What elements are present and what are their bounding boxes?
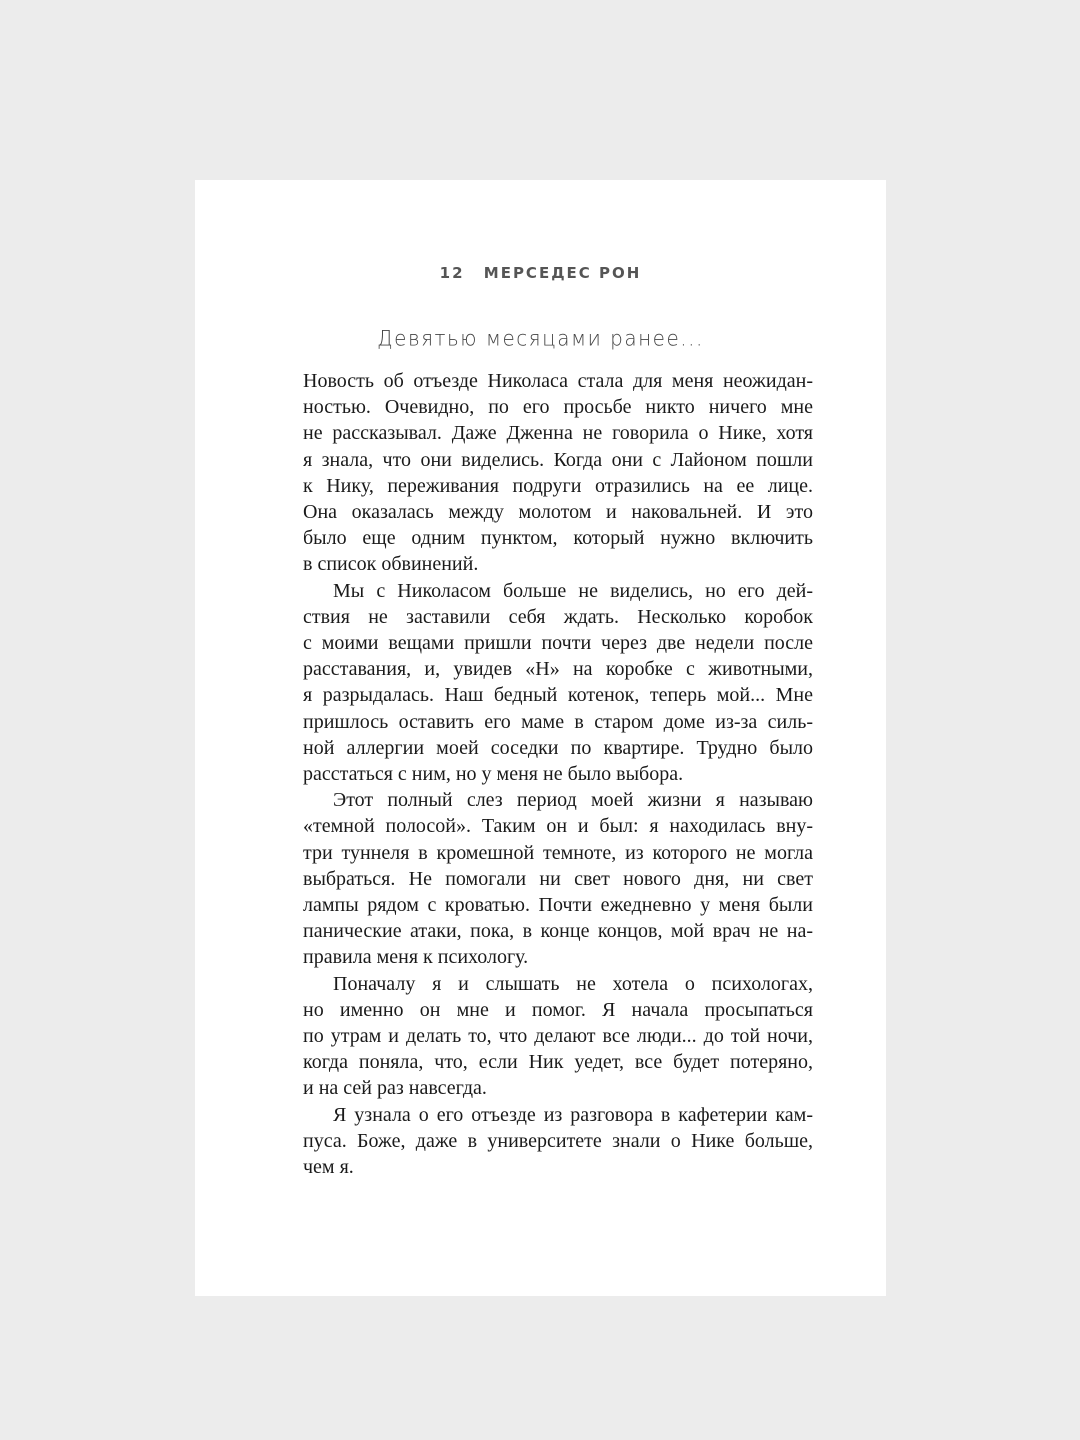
text-line: «темной полосой». Таким он и был: я находилась вну- — [303, 815, 813, 838]
section-title: Девятью месяцами ранее... — [377, 325, 704, 351]
running-head — [195, 264, 886, 282]
text-line: ностью. Очевидно, по его просьбе никто ничего мне — [303, 396, 813, 419]
paragraph — [303, 787, 813, 970]
text-line: Поначалу я и слышать не хотела о психологах, — [333, 972, 813, 995]
text-line: ствия не заставили себя ждать. Несколько коробок — [303, 605, 813, 628]
text-line: но именно он мне и помог. Я начала просыпаться — [303, 998, 813, 1021]
book-page — [195, 180, 886, 1296]
text-line: я знала, что они виделись. Когда они с Лайоном пошли — [303, 448, 813, 471]
text-line: к Нику, переживания подруги отразились на ее лице. — [303, 474, 813, 497]
paragraph — [303, 368, 813, 578]
text-line: панические атаки, пока, в конце концов, мой врач не на- — [303, 920, 813, 943]
text-line: Она оказалась между молотом и наковальней. И это — [303, 501, 813, 524]
text-line: когда поняла, что, если Ник уедет, все будет потеряно, — [303, 1051, 813, 1074]
text-line: и на сей раз навсегда. — [303, 1077, 487, 1100]
text-line: расставания, и, увидев «Н» на коробке с животными, — [303, 658, 813, 681]
text-line: не рассказывал. Даже Дженна не говорила о Нике, хотя — [303, 422, 813, 445]
body-text — [303, 368, 813, 1180]
text-line: Я узнала о его отъезде из разговора в кафетерии кам- — [333, 1103, 813, 1126]
text-line: с моими вещами пришли почти через две недели после — [303, 632, 813, 655]
paragraph — [303, 971, 813, 1102]
paragraph — [303, 1102, 813, 1181]
text-line: чем я. — [303, 1156, 354, 1179]
text-line: по утрам и делать то, что делают все люди... до той ночи, — [303, 1025, 813, 1048]
text-line: я разрыдалась. Наш бедный котенок, теперь мой... Мне — [303, 684, 813, 707]
text-line: выбраться. Не помогали ни свет нового дня, ни свет — [303, 867, 813, 890]
paragraph — [303, 578, 813, 788]
text-line: в список обвинений. — [303, 553, 479, 576]
text-line: пуса. Боже, даже в университете знали о Нике больше, — [303, 1129, 813, 1152]
text-line: расстаться с ним, но у меня не было выбора. — [303, 763, 684, 786]
page-number: 12 — [439, 264, 465, 282]
text-line: пришлось оставить его маме в старом доме из-за силь- — [303, 710, 813, 733]
text-line: правила меня к психологу. — [303, 946, 529, 969]
text-line: лампы рядом с кроватью. Почти ежедневно у меня были — [303, 894, 813, 917]
text-line: Этот полный слез период моей жизни я называю — [333, 789, 813, 812]
text-line: три туннеля в кромешной темноте, из которого не могла — [303, 841, 813, 864]
text-line: Новость об отъезде Николаса стала для меня неожидан- — [303, 370, 813, 392]
text-line: было еще одним пунктом, который нужно включить — [303, 527, 813, 550]
text-line: ной аллергии моей соседки по квартире. Трудно было — [303, 736, 813, 759]
author-name: МЕРСЕДЕС РОН — [483, 264, 642, 282]
text-line: Мы с Николасом больше не виделись, но его дей- — [333, 579, 813, 602]
